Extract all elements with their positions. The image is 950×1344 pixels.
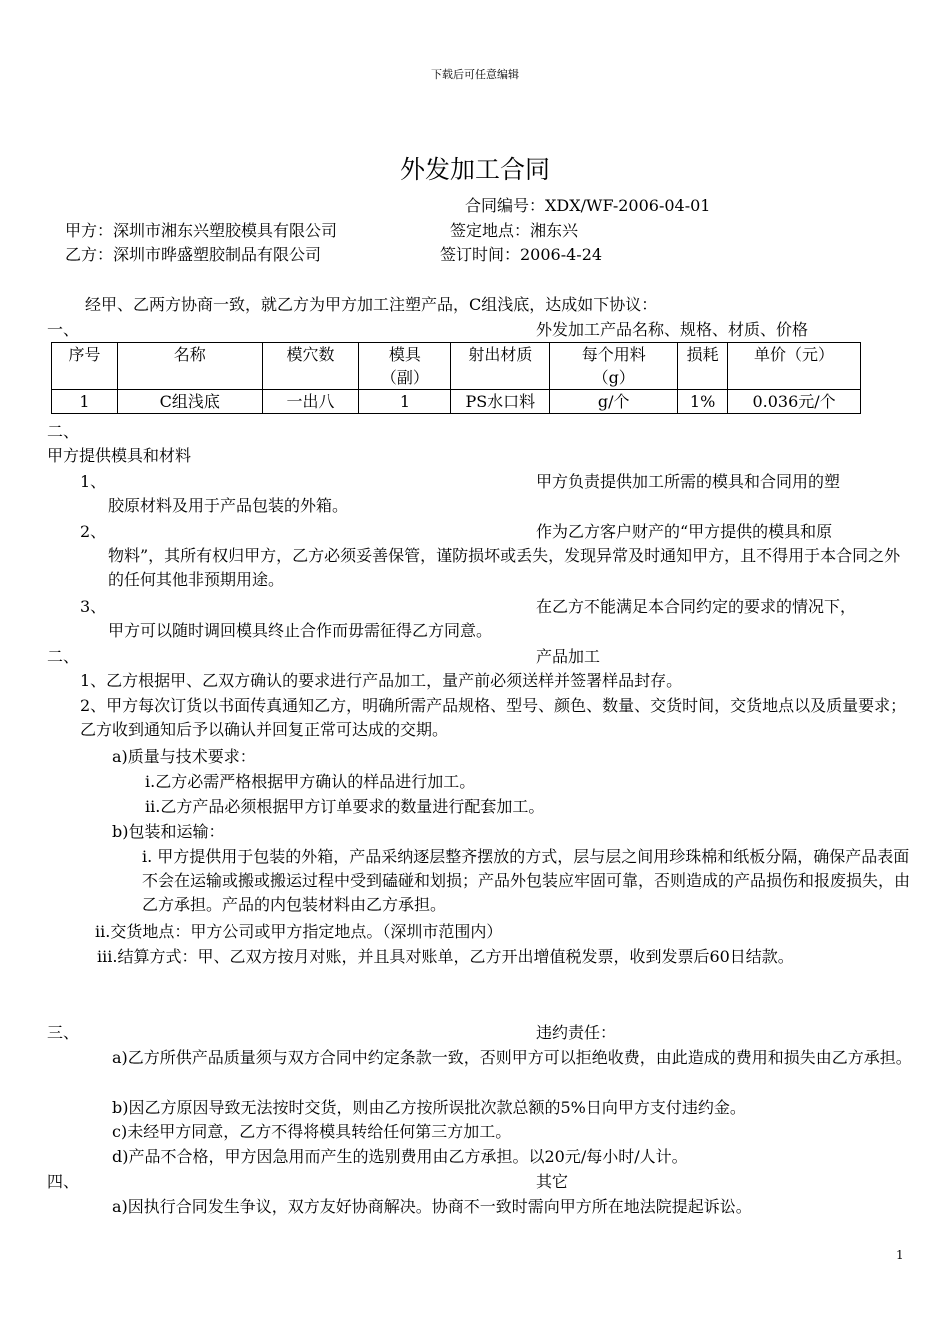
header-cell: 序号 (52, 343, 118, 390)
quality-item-ii: ii.乙方产品必须根据甲方订单要求的数量进行配套加工。 (145, 797, 545, 816)
table-cell: PS水口料 (451, 390, 550, 414)
item-2-2-cont: 物料”，其所有权归甲方，乙方必须妥善保管，谨防损坏或丢失，发现异常及时通知甲方，且不得用于本合同之外的任何其他非预期用途。 (108, 546, 901, 589)
section-4-number: 三、 (47, 1023, 80, 1042)
page-title: 外发加工合同 (399, 155, 550, 184)
item-2-3-text: 在乙方不能满足本合同约定的要求的情况下， (536, 597, 857, 616)
table-header-row (52, 343, 861, 390)
table-cell: g/个 (550, 390, 678, 414)
delivery-place: ii.交货地点：甲方公司或甲方指定地点。（深圳市范围内） (95, 922, 503, 941)
item-2-1-cont: 胶原材料及用于产品包装的外箱。 (108, 496, 349, 515)
section-2-number: 二、 (47, 422, 80, 441)
table-cell: 一出八 (262, 390, 359, 414)
header-cell: 射出材质 (451, 343, 550, 390)
product-spec-table (51, 342, 861, 414)
contract-number: 合同编号：XDX/WF-2006-04-01 (465, 196, 711, 215)
section-4-title: 违约责任： (536, 1023, 617, 1042)
item-2-2-number: 2、 (80, 522, 107, 541)
header-cell: 每个用料（g） (550, 343, 678, 390)
section-2-title: 甲方提供模具和材料 (47, 446, 192, 465)
processing-clause-2: 2、甲方每次订货以书面传真通知乙方，明确所需产品规格、型号、颜色、数量、交货时间，交货地点以及质量要求；乙方收到通知后予以确认并回复正常可达成的交期。 (80, 696, 907, 739)
header-cell: 模具（副） (359, 343, 451, 390)
sign-time: 签订时间：2006-4-24 (440, 245, 603, 264)
breach-clause-b: b)因乙方原因导致无法按时交货，则由乙方按所误批次款总额的5%日向甲方支付违约金。 (112, 1098, 746, 1117)
quality-item-i: i.乙方必需严格根据甲方确认的样品进行加工。 (145, 772, 476, 791)
header-cell: 名称 (117, 343, 262, 390)
intro-paragraph: 经甲、乙两方协商一致，就乙方为甲方加工注塑产品，C组浅底，达成如下协议： (85, 295, 658, 314)
table-row (52, 390, 861, 414)
item-2-3-number: 3、 (80, 597, 107, 616)
quality-heading: a)质量与技术要求： (112, 747, 256, 766)
table-cell: 1 (359, 390, 451, 414)
party-a: 甲方：深圳市湘东兴塑胶模具有限公司 (65, 221, 338, 240)
breach-clause-d: d)产品不合格，甲方因急用而产生的选别费用由乙方承担。以20元/每小时/人计。 (112, 1147, 688, 1166)
other-clause-a: a)因执行合同发生争议，双方友好协商解决。协商不一致时需向甲方所在地法院提起诉讼。 (112, 1197, 752, 1216)
header-cell: 模穴数 (262, 343, 359, 390)
breach-clause-a: a)乙方所供产品质量须与双方合同中约定条款一致，否则甲方可以拒绝收费，由此造成的费用和损失由乙方承担。 (112, 1048, 912, 1067)
packaging-item-i: i. 甲方提供用于包装的外箱，产品采纳逐层整齐摆放的方式，层与层之间用珍珠棉和纸板分隔，确保产品表面不会在运输或搬或搬运过程中受到磕碰和划损；产品外包装应牢固可靠，否则造成的产品损伤和报废损失，由乙方承担。产品的内包装材料由乙方承担。 (142, 847, 911, 914)
processing-clause-1: 1、乙方根据甲、乙双方确认的要求进行产品加工，量产前必须送样并签署样品封存。 (80, 671, 683, 690)
section-5-title: 其它 (536, 1172, 569, 1191)
item-2-1-text: 甲方负责提供加工所需的模具和合同用的塑 (536, 472, 841, 491)
party-b: 乙方：深圳市晔盛塑胶制品有限公司 (65, 245, 322, 264)
section-3-title: 产品加工 (536, 647, 601, 666)
table-cell: 1% (678, 390, 728, 414)
section-1-number: 一、 (47, 320, 80, 339)
page-number: 1 (896, 1248, 904, 1262)
settlement-terms: iii.结算方式：甲、乙双方按月对账，并且具对账单，乙方开出增值税发票，收到发票后60日结款。 (97, 947, 794, 966)
item-2-2-text: 作为乙方客户财产的“甲方提供的模具和原 (536, 522, 833, 541)
section-3-number: 二、 (47, 647, 80, 666)
table-cell: 0.036元/个 (728, 390, 861, 414)
item-2-1-number: 1、 (80, 472, 107, 491)
section-5-number: 四、 (47, 1172, 80, 1191)
sign-place: 签定地点：湘东兴 (450, 221, 579, 240)
table-cell: 1 (52, 390, 118, 414)
header-cell: 损耗 (678, 343, 728, 390)
packaging-heading: b)包装和运输： (112, 822, 225, 841)
header-cell: 单价（元） (728, 343, 861, 390)
section-1-title: 外发加工产品名称、规格、材质、价格 (536, 320, 809, 339)
breach-clause-c: c)未经甲方同意，乙方不得将模具转给任何第三方加工。 (112, 1122, 512, 1141)
table-cell: C组浅底 (117, 390, 262, 414)
header-note: 下载后可任意编辑 (431, 68, 519, 81)
item-2-3-cont: 甲方可以随时调回模具终止合作而毋需征得乙方同意。 (108, 621, 493, 640)
